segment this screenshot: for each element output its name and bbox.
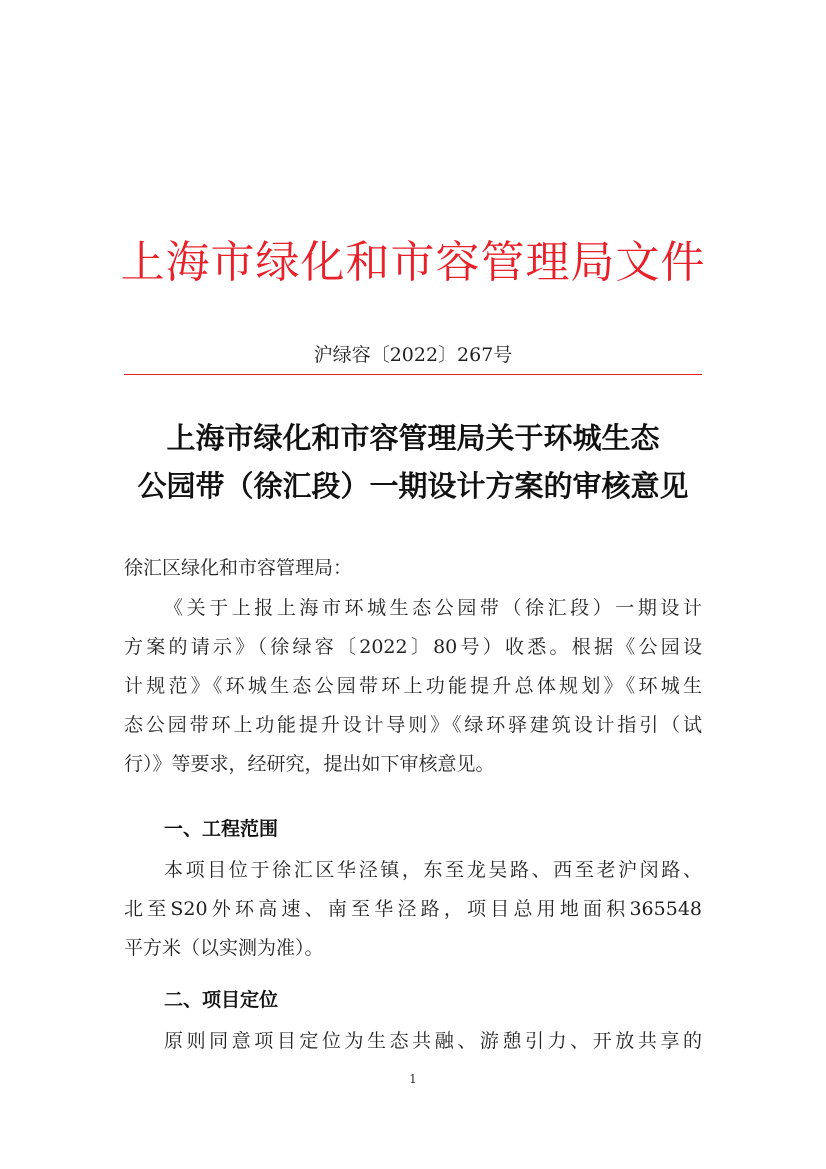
paragraph-line: 计规范》《环城生态公园带环上功能提升总体规划》《环城生: [124, 675, 702, 697]
section-scope-paragraph: [124, 851, 702, 968]
paragraph-line: 平方米（以实测为准）。: [124, 937, 324, 959]
section-positioning-paragraph: [124, 1022, 702, 1061]
document-title-line: 公园带（徐汇段）一期设计方案的审核意见: [137, 469, 689, 503]
document-title: [0, 414, 826, 510]
red-divider-line: [124, 374, 702, 375]
paragraph-line: 态公园带环上功能提升设计导则》《绿环驿建筑设计指引（试: [124, 714, 702, 736]
addressee: [124, 549, 702, 588]
document-number: 沪绿容〔2022〕267号: [313, 344, 513, 366]
page-number: 1: [409, 1072, 417, 1086]
paragraph-line: 行）》等要求，经研究，提出如下审核意见。: [124, 753, 495, 775]
section-heading-scope: 一、工程范围: [164, 818, 279, 840]
issuer-header-title: 上海市绿化和市容管理局文件: [120, 237, 706, 288]
paragraph-line: 北至S20外环高速、南至华泾路，项目总用地面积365548: [124, 898, 702, 920]
paragraph-line: 本项目位于徐汇区华泾镇，东至龙吴路、西至老沪闵路、: [164, 859, 702, 881]
paragraph-line: 《关于上报上海市环城生态公园带（徐汇段）一期设计: [164, 597, 702, 619]
intro-paragraph: [124, 589, 702, 784]
paragraph-line: 原则同意项目定位为生态共融、游憩引力、开放共享的: [164, 1030, 702, 1052]
addressee-text: 徐汇区绿化和市容管理局：: [124, 557, 353, 579]
document-title-line: 上海市绿化和市容管理局关于环城生态: [166, 421, 660, 455]
section-heading-positioning: 二、项目定位: [164, 989, 279, 1011]
paragraph-line: 方案的请示》（徐绿容〔2022〕80号）收悉。根据《公园设: [124, 636, 702, 658]
